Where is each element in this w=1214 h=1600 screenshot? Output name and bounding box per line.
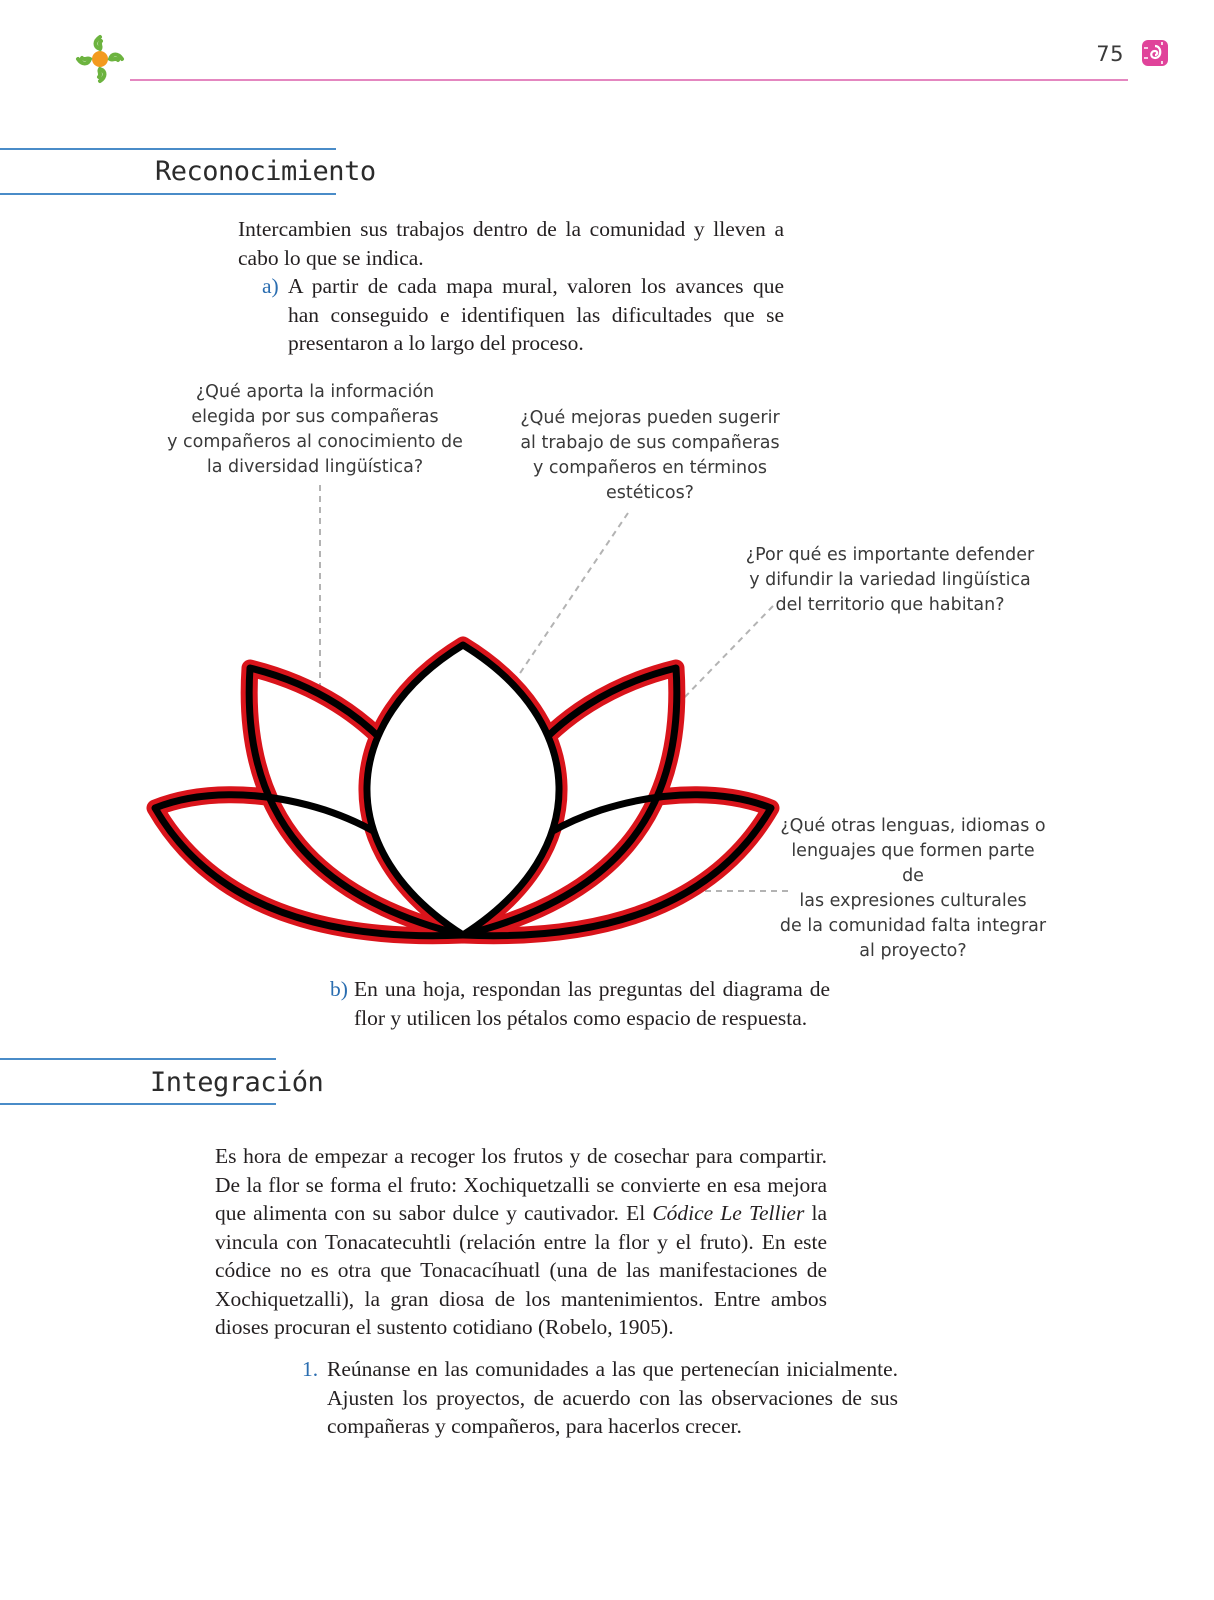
section-title-integracion: Integración xyxy=(150,1067,324,1098)
integracion-paragraph: Es hora de empezar a recoger los frutos y de cosechar para compartir. De la flor se forma el fruto: Xochiquetzalli se convierte en esa mejora que alimenta con su sabor dulce y cautivador. El Códice Le Tellier la vincula con Tonacatecuhtli (relación entre la flor y el fruto). En este códice no es otra que Tonacacíhuatl (una de las manifestaciones de Xochiquetzalli), la gran diosa de los mantenimientos. Entre ambos dioses procuran el sustento cotidiano (Robelo, 1905). xyxy=(215,1144,827,1339)
diagram-question-3: ¿Por qué es importante defender y difundir la variedad lingüística del territorio que habitan? xyxy=(745,545,1035,615)
list-item-text: En una hoja, respondan las preguntas del diagrama de flor y utilicen los pétalos como espacio de respuesta. xyxy=(354,977,830,1030)
diagram-question-4: ¿Qué otras lenguas, idiomas o lenguajes que formen parte de las expresiones culturales de la comunidad falta integrar al proyecto? xyxy=(779,816,1047,961)
section-title-reconocimiento: Reconocimiento xyxy=(155,156,376,187)
codex-title: Códice Le Tellier xyxy=(652,1201,805,1225)
list-item-text: A partir de cada mapa mural, valoren los avances que han conseguido e identifiquen las dificultades que se presentaron a lo largo del proceso. xyxy=(288,274,784,355)
list-item-label: 1. xyxy=(302,1357,319,1381)
page-number: 75 xyxy=(1096,42,1124,66)
section-rule-top xyxy=(0,1058,276,1060)
list-item-text: Reúnanse en las comunidades a las que pertenecían inicialmente. Ajusten los proyectos, de acuerdo con las observaciones de sus compañeras y compañeros, para hacerlos crecer. xyxy=(327,1357,898,1438)
reconocimiento-intro: Intercambien sus trabajos dentro de la comunidad y lleven a cabo lo que se indica. xyxy=(238,217,784,270)
list-item-b xyxy=(330,975,830,1032)
list-item-label: b) xyxy=(330,977,348,1001)
section-rule-bottom xyxy=(0,1103,276,1105)
diagram-question-1: ¿Qué aporta la información elegida por sus compañeras y compañeros al conocimiento de la diversidad lingüística? xyxy=(167,382,463,477)
diagram-question-2: ¿Qué mejoras pueden sugerir al trabajo de sus compañeras y compañeros en términos estéticos? xyxy=(520,408,780,503)
list-item-1 xyxy=(302,1355,898,1441)
list-item-label: a) xyxy=(262,274,279,298)
lotus-petals xyxy=(155,645,771,936)
